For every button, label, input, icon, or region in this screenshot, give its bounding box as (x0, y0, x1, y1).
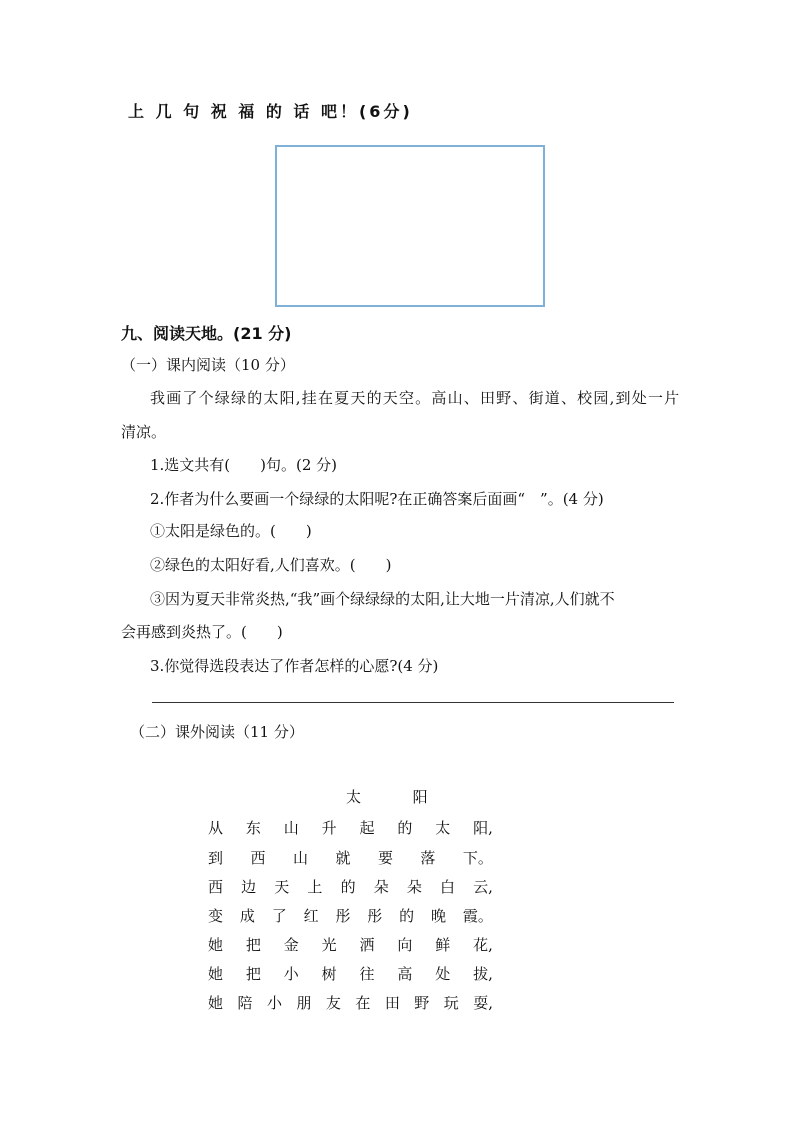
poem-char: 朵 (373, 878, 389, 896)
poem-char: 耍, (473, 994, 493, 1012)
poem-char: 边 (241, 878, 257, 896)
poem-line (208, 934, 493, 955)
poem-char: 她 (208, 936, 224, 954)
question-3: 3.你觉得选段表达了作者怎样的心愿?(4 分) (150, 657, 439, 675)
option-3-line-1: ③因为夏天非常炎热,“我”画个绿绿绿的太阳,让大地一片清凉,人们就不 (150, 590, 615, 608)
poem-char: 的 (340, 878, 356, 896)
poem-char: 朋 (296, 994, 312, 1012)
poem-char: 友 (325, 994, 341, 1012)
poem-char: 云, (473, 878, 493, 896)
poem-char: 白 (439, 878, 455, 896)
poem-char: 晚 (431, 907, 447, 925)
poem-char: 光 (321, 936, 337, 954)
poem-char: 起 (359, 819, 375, 837)
poem-char: 小 (266, 994, 282, 1012)
poem-char: 她 (208, 994, 224, 1012)
poem-char: 把 (245, 936, 261, 954)
poem-char: 向 (397, 936, 413, 954)
poem-line (208, 847, 493, 868)
poem-char: 处 (435, 965, 451, 983)
poem-char: 往 (359, 965, 375, 983)
poem-line (208, 963, 493, 984)
poem-char: 到 (208, 849, 224, 867)
poem-char: 金 (283, 936, 299, 954)
poem-char: 小 (283, 965, 299, 983)
poem-char: 的 (397, 819, 413, 837)
option-2: ②绿色的太阳好看,人们喜欢。( ) (150, 556, 392, 574)
poem-title-char: 阳 (412, 788, 428, 806)
poem-line (208, 905, 493, 926)
poem-char: 洒 (359, 936, 375, 954)
option-3-line-2: 会再感到炎热了。( ) (121, 623, 283, 641)
poem-line (208, 817, 493, 838)
poem-char: 的 (399, 907, 415, 925)
poem-char: 西 (208, 878, 224, 896)
option-1: ①太阳是绿色的。( ) (150, 522, 312, 540)
q8-prompt: 上 几 句 祝 福 的 话 吧！(6分) (128, 102, 413, 121)
poem-char: 她 (208, 965, 224, 983)
poem-char: 下。 (462, 849, 493, 867)
poem-char: 从 (208, 819, 224, 837)
passage-line-2: 清凉。 (121, 423, 167, 441)
poem-char: 拔, (473, 965, 493, 983)
poem-line (208, 992, 493, 1013)
poem-char: 高 (397, 965, 413, 983)
part2-heading: （二）课外阅读（11 分） (130, 723, 304, 741)
poem-char: 就 (335, 849, 351, 867)
poem-char: 陪 (237, 994, 253, 1012)
poem-char: 把 (245, 965, 261, 983)
poem-char: 野 (414, 994, 430, 1012)
question-2: 2.作者为什么要画一个绿绿的太阳呢?在正确答案后面画“ ”。(4 分) (150, 490, 604, 508)
poem-char: 变 (208, 907, 224, 925)
poem-char: 田 (384, 994, 400, 1012)
poem-char: 山 (283, 819, 299, 837)
q9-title: 九、阅读天地。(21 分) (121, 324, 292, 343)
poem-char: 落 (420, 849, 436, 867)
poem-char: 上 (307, 878, 323, 896)
poem-char: 红 (303, 907, 319, 925)
poem-title-char: 太 (346, 788, 362, 806)
answer-box[interactable] (275, 145, 545, 307)
poem-char: 升 (321, 819, 337, 837)
poem-char: 彤 (367, 907, 383, 925)
poem-title (346, 786, 428, 807)
answer-line[interactable] (152, 702, 674, 703)
poem-char: 西 (250, 849, 266, 867)
poem-char: 天 (274, 878, 290, 896)
poem-char: 东 (245, 819, 261, 837)
poem-char: 山 (292, 849, 308, 867)
question-1: 1.选文共有( )句。(2 分) (150, 456, 338, 474)
poem-char: 彤 (335, 907, 351, 925)
poem-char: 花, (473, 936, 493, 954)
poem-char: 玩 (443, 994, 459, 1012)
poem-char: 鲜 (435, 936, 451, 954)
poem-char: 了 (271, 907, 287, 925)
passage-line-1: 我画了个绿绿的太阳,挂在夏天的天空。高山、田野、街道、校园,到处一片 (150, 389, 681, 407)
poem-char: 在 (355, 994, 371, 1012)
poem-char: 太 (435, 819, 451, 837)
poem-char: 霞。 (462, 907, 493, 925)
poem-char: 成 (239, 907, 255, 925)
poem-char: 树 (321, 965, 337, 983)
poem-char: 朵 (406, 878, 422, 896)
poem-line (208, 876, 493, 897)
poem-char: 要 (377, 849, 393, 867)
poem-char: 阳, (473, 819, 493, 837)
part1-heading: （一）课内阅读（10 分） (121, 356, 295, 374)
